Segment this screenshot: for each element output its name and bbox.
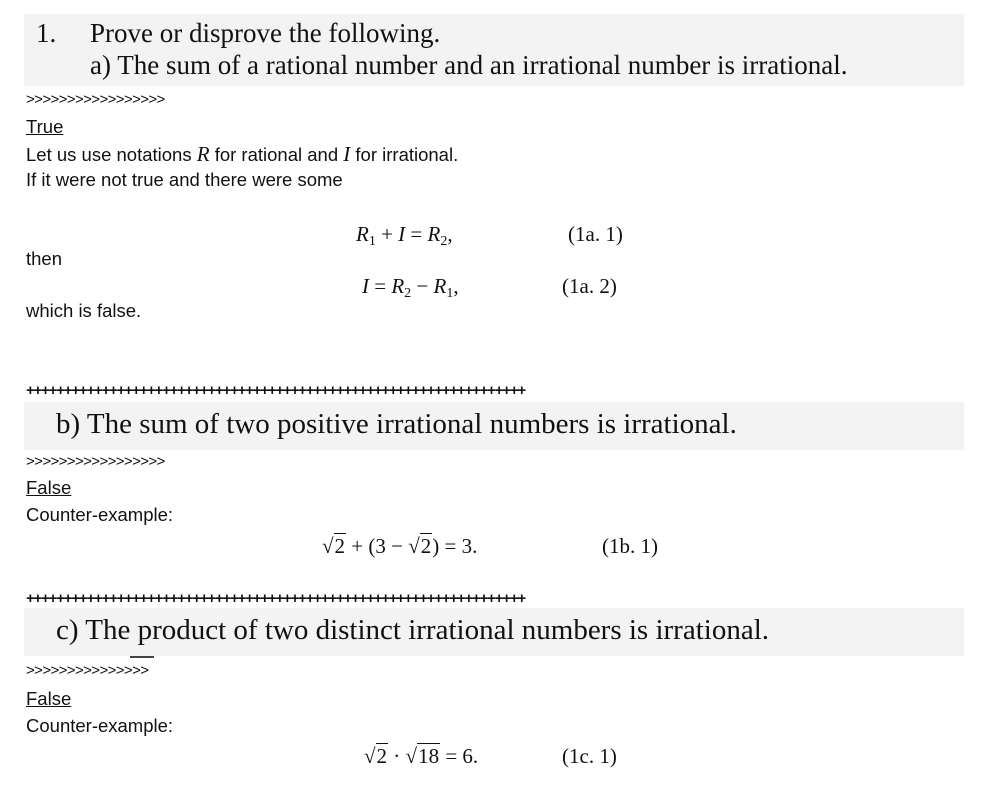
equation-label-1a2: (1a. 2): [562, 274, 617, 298]
notation-mid: for rational and: [209, 144, 344, 165]
separator-arrows-c: >>>>>>>>>>>>>>>: [26, 662, 149, 679]
part-c-statement: c) The product of two distinct irrational numbers is irrational.: [56, 614, 770, 646]
counter-example-c: Counter-example:: [26, 715, 174, 736]
notation-R: R: [196, 142, 210, 166]
notation-suffix: for irrational.: [350, 144, 459, 165]
counter-example-b: Counter-example:: [26, 504, 174, 525]
problem-number: 1.: [36, 18, 57, 48]
equation-1a2: $I = R_2 - R_1$,: [362, 274, 459, 301]
equation-label-1a1: (1a. 1): [568, 222, 623, 246]
notation-I: I: [343, 142, 351, 166]
verdict-b: False: [26, 477, 72, 498]
equation-label-1c1: (1c. 1): [562, 744, 617, 768]
separator-arrows-b: >>>>>>>>>>>>>>>>>: [26, 453, 165, 470]
equation-1c1: √2 · √18 = 6.: [364, 744, 479, 768]
handwritten-mark: [130, 656, 154, 658]
part-b-statement: b) The sum of two positive irrational numbers is irrational.: [56, 408, 737, 440]
assumption-text: If it were not true and there were some: [26, 169, 343, 190]
separator-plus-c: ++++++++++++++++++++++++++++++++++++++++++++++++++++++++++++++++++: [26, 590, 525, 607]
notation-line: [26, 142, 458, 167]
equation-1a1: $R_1 + I = R_2$,: [356, 222, 453, 249]
conclusion-text: which is false.: [26, 300, 142, 321]
then-text: then: [26, 248, 63, 269]
separator-plus-b: ++++++++++++++++++++++++++++++++++++++++++++++++++++++++++++++++++: [26, 382, 525, 399]
verdict-c: False: [26, 688, 72, 709]
equation-1b1: √2 + (3 − √2) = 3.: [322, 534, 478, 558]
verdict-a: True: [26, 116, 64, 137]
separator-arrows-a: >>>>>>>>>>>>>>>>>: [26, 91, 165, 108]
notation-prefix: Let us use notations: [26, 144, 197, 165]
equation-label-1b1: (1b. 1): [602, 534, 658, 558]
part-a-statement: a) The sum of a rational number and an irrational number is irrational.: [90, 50, 848, 80]
problem-instruction: Prove or disprove the following.: [90, 18, 441, 48]
